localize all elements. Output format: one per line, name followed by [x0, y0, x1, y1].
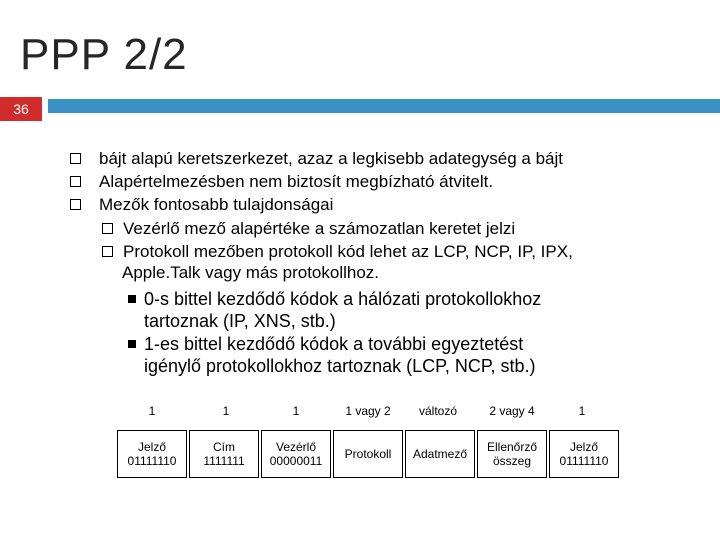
sub-bullet-box-icon: [102, 223, 113, 234]
field-size-label: 1: [578, 404, 586, 418]
sub-bullet-text: Vezérlő mező alapértéke a számozatlan keretet jelzi: [123, 219, 516, 238]
frame-field-control: Vezérlő 00000011: [261, 430, 331, 478]
field-size-label: 2 vagy 4: [489, 404, 535, 418]
frame-field-flag-end: Jelző 01111110: [549, 430, 619, 478]
sub-sub-bullet-1: [128, 288, 541, 332]
sub-bullet-box-icon: [102, 246, 113, 257]
bullet-text: Mezők fontosabb tulajdonságai: [99, 195, 334, 214]
sub-bullet-text-continuation: Apple.Talk vagy más protokollhoz.: [122, 263, 380, 282]
title-accent-bar: [48, 99, 720, 113]
sub-sub-bullet-line: 1-es bittel kezdődő kódok a további egyeztetést: [144, 334, 524, 354]
sub-sub-bullet-line: igénylő protokollokhoz tartoznak (LCP, NCP, stb.): [144, 356, 536, 376]
square-bullet-icon: [128, 295, 136, 303]
field-size-label: változó: [418, 404, 458, 418]
bullet-2: [70, 171, 493, 193]
slide-number: 36: [0, 97, 42, 121]
field-size-label: 1: [148, 404, 156, 418]
sub-sub-bullet-2: [128, 333, 536, 377]
frame-field-flag-start: Jelző 01111110: [117, 430, 187, 478]
square-bullet-icon: [128, 340, 136, 348]
frame-field-protocol: Protokoll: [333, 430, 403, 478]
frame-field-address: Cím 1111111: [189, 430, 259, 478]
bullet-text: bájt alapú keretszerkezet, azaz a legkisebb adategység a bájt: [99, 149, 564, 168]
sub-bullet-1: [102, 218, 515, 240]
bullet-box-icon: [70, 153, 81, 164]
sub-sub-bullet-line: 0-s bittel kezdődő kódok a hálózati protokollokhoz: [144, 289, 542, 309]
field-size-label: 1 vagy 2: [345, 404, 391, 418]
sub-bullet-2-continuation: [122, 262, 379, 284]
field-size-label: 1: [292, 404, 300, 418]
sub-bullet-text: Protokoll mezőben protokoll kód lehet az LCP, NCP, IP, IPX,: [123, 242, 573, 261]
frame-field-checksum: Ellenőrző összeg: [477, 430, 547, 478]
bullet-1: [70, 148, 563, 170]
bullet-box-icon: [70, 176, 81, 187]
bullet-text: Alapértelmezésben nem biztosít megbízható átvitelt.: [99, 172, 494, 191]
field-size-label: 1: [222, 404, 230, 418]
bullet-3: [70, 194, 333, 216]
bullet-box-icon: [70, 199, 81, 210]
sub-sub-bullet-line: tartoznak (IP, XNS, stb.): [144, 311, 336, 331]
sub-bullet-2: [102, 241, 573, 263]
slide-title: PPP 2/2: [20, 30, 188, 79]
frame-field-data: Adatmező: [405, 430, 475, 478]
